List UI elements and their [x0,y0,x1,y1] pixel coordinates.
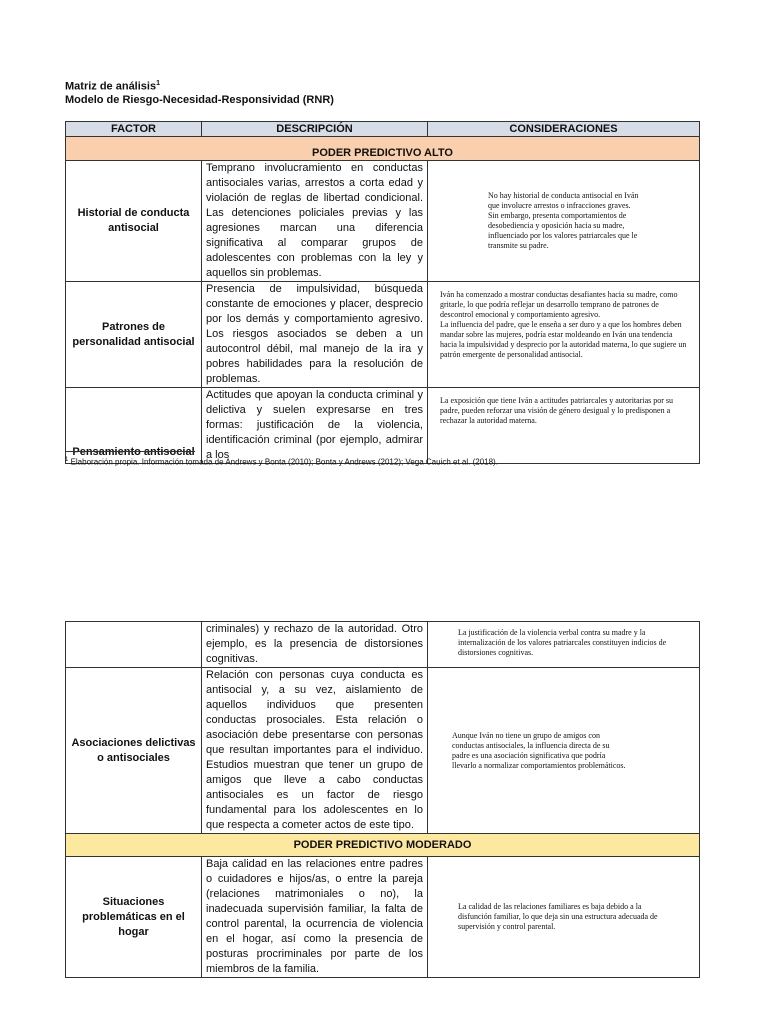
considerations-text: Iván ha comenzado a mostrar conductas desafiantes hacia su madre, como gritarle, lo que podría reflejar un desarrollo temprano de patrones de descontrol emocional y comportamiento agresivo. La influencia del padre, que le enseña a ser duro y a que los hombres deben mandar sobre las mujeres, podría estar moldeando en Iván una tendencia hacia la impulsividad y desprecio por la autoridad materna, lo que sugiere un patrón emergente de personalidad antisocial. [440,290,687,359]
description-cell: Relación con personas cuya conducta es antisocial y, a su vez, aislamiento de aquellos individuos que presenten conductas prosociales. Esta relación o asociación debe presentarse con personas que resultan importantes para el individuo. Estudios muestran que tener un grupo de amigos que lleve a cabo conductas antisociales es un factor de riesgo fundamental para los adolescentes en lo que respecta a cometer actos de este tipo. [202,668,428,834]
factor-text: Pensamiento antisocial [72,446,195,458]
considerations-text: No hay historial de conducta antisocial en Iván que involucre arrestos o infracciones graves. Sin embargo, presenta comportamientos de desobediencia y oposición hacia su madre, influenciado por los valores patriarcales que le transmite su padre. [488,191,639,250]
analysis-matrix-part-2 [65,621,700,978]
column-header-factor: FACTOR [66,122,202,137]
table-row [66,282,700,388]
factor-cell: Asociaciones delictivas o antisociales [66,668,202,834]
column-header-description: DESCRIPCIÓN [202,122,428,137]
analysis-matrix-part-1 [65,121,700,464]
factor-cell: Situaciones problemáticas en el hogar [66,857,202,978]
footnote-separator [65,451,195,452]
section-row-high [66,137,700,161]
description-cell: Baja calidad en las relaciones entre padres o cuidadores e hijos/as, o entre la pareja (relaciones matrimoniales o no), la inadecuada supervisión familiar, la falta de control parental, la ocurrencia de violencia en el hogar, así como la presencia de posturas procriminales por parte de los miembros de la familia. [202,857,428,978]
column-header-considerations: CONSIDERACIONES [428,122,700,137]
considerations-cell [428,161,700,282]
considerations-cell [428,857,700,978]
table-row [66,622,700,668]
considerations-text: La justificación de la violencia verbal contra su madre y la internalización de los valores patriarcales constituyen indicios de distorsiones cognitivas. [458,628,667,657]
factor-cell: Historial de conducta antisocial [66,161,202,282]
description-cell: Actitudes que apoyan la conducta criminal y delictiva y suelen expresarse en tres formas: justificación de la violencia, identificación criminal (por ejemplo, admirar a los [202,388,428,464]
considerations-text: La exposición que tiene Iván a actitudes patriarcales y autoritarias por su padre, pueden reforzar una visión de género desigual y lo predisponen a rechazar la autoridad materna. [440,396,674,425]
footnote-mark: 1 [65,457,69,463]
description-cell: Temprano involucramiento en conductas antisociales varias, arrestos a corta edad y violación de reglas de libertad condicional. Las detenciones policiales previas y las agresiones marcan una diferencia significativa al comparar grupos de adolescentes con problemas con la ley y aquellos sin problemas. [202,161,428,282]
section-row-moderate [66,834,700,857]
considerations-text: Aunque Iván no tiene un grupo de amigos con conductas antisociales, la influencia directa de su padre es una asociación significativa que podría llevarlo a normalizar comportamientos problemáticos. [452,730,626,770]
footnote-text: Elaboración propia. Información tomada de Andrews y Bonta (2010); Bonta y Andrews (2012); Vega Cauich et al. (2018). [68,457,498,467]
factor-cell [66,622,202,668]
table-row [66,857,700,978]
factor-cell: Patrones de personalidad antisocial [66,282,202,388]
section-title-moderate: PODER PREDICTIVO MODERADO [66,834,700,857]
title-footnote-mark: 1 [156,80,160,87]
considerations-cell [428,668,700,834]
considerations-text: La calidad de las relaciones familiares es baja debido a la disfunción familiar, lo que deja sin una estructura adecuada de supervisión y control parental. [458,902,658,931]
factor-cell [66,388,202,464]
section-title-high: PODER PREDICTIVO ALTO [66,137,700,161]
footnote [65,457,498,467]
title-text: Matriz de análisis [65,80,157,93]
document-subtitle: Modelo de Riesgo-Necesidad-Responsividad (RNR) [65,94,334,106]
description-cell: Presencia de impulsividad, búsqueda constante de emociones y placer, desprecio por los demás y comportamiento agresivo. Los riesgos asociados se deben a un autocontrol débil, mal manejo de la ira y pobres habilidades para la resolución de problemas. [202,282,428,388]
table-row [66,161,700,282]
table-header-row [66,122,700,137]
considerations-cell [428,282,700,388]
table-row [66,668,700,834]
description-cell: criminales) y rechazo de la autoridad. Otro ejemplo, es la presencia de distorsiones cognitivas. [202,622,428,668]
considerations-cell [428,388,700,464]
table-row [66,388,700,464]
document-title [65,80,160,93]
considerations-cell [428,622,700,668]
